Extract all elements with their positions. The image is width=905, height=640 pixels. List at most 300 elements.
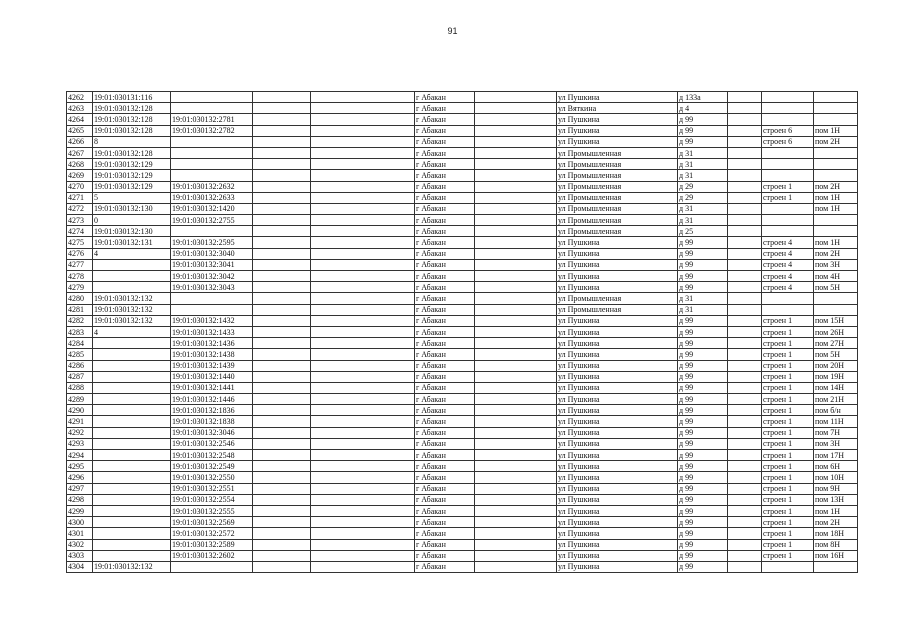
building-cell: строен 4 [762,237,814,248]
object-number-cell [171,226,253,237]
cadastral-number-cell [93,338,171,349]
city-cell: г Абакан [415,326,475,337]
building-cell: строен 1 [762,394,814,405]
cadastral-number-cell [93,394,171,405]
street-cell: ул Пушкина [557,114,678,125]
blank-cell-a [253,427,311,438]
object-number-cell: 19:01:030132:3040 [171,248,253,259]
city-cell: г Абакан [415,483,475,494]
premises-cell: пом 1Н [814,125,858,136]
street-cell: ул Пушкина [557,125,678,136]
blank-cell-d [728,147,762,158]
blank-cell-a [253,494,311,505]
street-cell: ул Пушкина [557,371,678,382]
blank-cell-c [475,181,557,192]
premises-cell: пом 1Н [814,237,858,248]
city-cell: г Абакан [415,215,475,226]
cadastral-number-cell [93,427,171,438]
street-cell: ул Пушкина [557,427,678,438]
object-number-cell: 19:01:030132:2589 [171,539,253,550]
row-number-cell: 4265 [67,125,93,136]
table-row [67,450,858,461]
premises-cell: пом 2Н [814,136,858,147]
premises-cell: пом 14Н [814,382,858,393]
table-row [67,461,858,472]
blank-cell-c [475,237,557,248]
blank-cell-d [728,326,762,337]
blank-cell-a [253,382,311,393]
city-cell: г Абакан [415,237,475,248]
building-cell: строен 1 [762,338,814,349]
city-cell: г Абакан [415,136,475,147]
cadastral-number-cell [93,382,171,393]
blank-cell-b [311,438,415,449]
city-cell: г Абакан [415,349,475,360]
object-number-cell: 19:01:030132:1446 [171,394,253,405]
cadastral-number-cell: 19:01:030132:128 [93,103,171,114]
row-number-cell: 4280 [67,293,93,304]
premises-cell: пом 18Н [814,528,858,539]
blank-cell-a [253,170,311,181]
row-number-cell: 4291 [67,416,93,427]
object-number-cell: 19:01:030132:1436 [171,338,253,349]
blank-cell-b [311,539,415,550]
house-cell: д 99 [678,438,728,449]
blank-cell-c [475,114,557,125]
city-cell: г Абакан [415,450,475,461]
cadastral-number-cell: 4 [93,248,171,259]
cadastral-number-cell [93,461,171,472]
table-row [67,215,858,226]
premises-cell: пом 27Н [814,338,858,349]
cadastral-number-cell [93,550,171,561]
premises-cell: пом 4Н [814,271,858,282]
blank-cell-c [475,192,557,203]
street-cell: ул Пушкина [557,438,678,449]
blank-cell-a [253,349,311,360]
premises-cell: пом 13Н [814,494,858,505]
object-number-cell: 19:01:030132:3046 [171,427,253,438]
street-cell: ул Промышленная [557,147,678,158]
object-number-cell [171,159,253,170]
cadastral-number-cell: 19:01:030132:130 [93,203,171,214]
house-cell: д 99 [678,248,728,259]
blank-cell-b [311,528,415,539]
house-cell: д 31 [678,203,728,214]
building-cell: строен 4 [762,282,814,293]
blank-cell-d [728,203,762,214]
object-number-cell: 19:01:030132:1420 [171,203,253,214]
row-number-cell: 4264 [67,114,93,125]
blank-cell-c [475,147,557,158]
cadastral-number-cell [93,528,171,539]
house-cell: д 31 [678,147,728,158]
blank-cell-c [475,349,557,360]
blank-cell-c [475,271,557,282]
blank-cell-b [311,483,415,494]
table-row [67,561,858,572]
building-cell: строен 1 [762,461,814,472]
house-cell: д 25 [678,226,728,237]
blank-cell-d [728,483,762,494]
city-cell: г Абакан [415,539,475,550]
blank-cell-d [728,371,762,382]
table-row [67,181,858,192]
city-cell: г Абакан [415,517,475,528]
row-number-cell: 4278 [67,271,93,282]
blank-cell-a [253,248,311,259]
street-cell: ул Промышленная [557,304,678,315]
premises-cell [814,159,858,170]
blank-cell-a [253,360,311,371]
cadastral-number-cell [93,259,171,270]
premises-cell: пом 15Н [814,315,858,326]
street-cell: ул Пушкина [557,550,678,561]
blank-cell-c [475,338,557,349]
blank-cell-b [311,405,415,416]
table-row [67,382,858,393]
city-cell: г Абакан [415,203,475,214]
premises-cell: пом 2Н [814,181,858,192]
row-number-cell: 4288 [67,382,93,393]
blank-cell-b [311,382,415,393]
table-row [67,271,858,282]
cadastral-number-cell [93,416,171,427]
street-cell: ул Пушкина [557,528,678,539]
premises-cell: пом 26Н [814,326,858,337]
blank-cell-a [253,461,311,472]
cadastral-number-cell: 19:01:030132:128 [93,114,171,125]
street-cell: ул Пушкина [557,271,678,282]
object-number-cell [171,304,253,315]
object-number-cell [171,147,253,158]
premises-cell: пом 10Н [814,472,858,483]
blank-cell-b [311,237,415,248]
blank-cell-b [311,92,415,103]
row-number-cell: 4294 [67,450,93,461]
premises-cell [814,170,858,181]
cadastral-number-cell: 4 [93,326,171,337]
house-cell: д 99 [678,271,728,282]
object-number-cell: 19:01:030132:2781 [171,114,253,125]
street-cell: ул Пушкина [557,382,678,393]
street-cell: ул Пушкина [557,472,678,483]
row-number-cell: 4267 [67,147,93,158]
blank-cell-a [253,159,311,170]
cadastral-number-cell [93,405,171,416]
table-row [67,371,858,382]
building-cell [762,203,814,214]
cadastral-number-cell: 19:01:030132:128 [93,147,171,158]
blank-cell-d [728,259,762,270]
blank-cell-b [311,125,415,136]
blank-cell-d [728,539,762,550]
object-number-cell: 19:01:030132:2572 [171,528,253,539]
street-cell: ул Пушкина [557,237,678,248]
object-number-cell: 19:01:030132:2633 [171,192,253,203]
object-number-cell: 19:01:030132:1440 [171,371,253,382]
blank-cell-a [253,181,311,192]
cadastral-number-cell: 19:01:030132:132 [93,304,171,315]
street-cell: ул Пушкина [557,360,678,371]
blank-cell-b [311,259,415,270]
table-row [67,248,858,259]
building-cell: строен 1 [762,483,814,494]
blank-cell-d [728,293,762,304]
house-cell: д 99 [678,326,728,337]
blank-cell-d [728,114,762,125]
building-cell: строен 1 [762,472,814,483]
street-cell: ул Промышленная [557,203,678,214]
premises-cell: пом 2Н [814,517,858,528]
blank-cell-a [253,371,311,382]
house-cell: д 99 [678,125,728,136]
house-cell: д 99 [678,517,728,528]
row-number-cell: 4285 [67,349,93,360]
blank-cell-d [728,461,762,472]
cadastral-number-cell [93,494,171,505]
blank-cell-a [253,528,311,539]
house-cell: д 99 [678,550,728,561]
row-number-cell: 4290 [67,405,93,416]
blank-cell-d [728,338,762,349]
cadastral-number-cell: 19:01:030132:129 [93,170,171,181]
table-row [67,416,858,427]
row-number-cell: 4297 [67,483,93,494]
street-cell: ул Промышленная [557,215,678,226]
row-number-cell: 4303 [67,550,93,561]
object-number-cell: 19:01:030132:3042 [171,271,253,282]
premises-cell: пом 20Н [814,360,858,371]
blank-cell-b [311,550,415,561]
object-number-cell: 19:01:030132:1439 [171,360,253,371]
blank-cell-c [475,539,557,550]
house-cell: д 99 [678,282,728,293]
blank-cell-b [311,282,415,293]
blank-cell-b [311,326,415,337]
table-row [67,125,858,136]
city-cell: г Абакан [415,293,475,304]
blank-cell-a [253,539,311,550]
blank-cell-a [253,483,311,494]
house-cell: д 29 [678,192,728,203]
blank-cell-d [728,181,762,192]
building-cell: строен 1 [762,539,814,550]
table-row [67,259,858,270]
house-cell: д 99 [678,394,728,405]
object-number-cell: 19:01:030132:2549 [171,461,253,472]
blank-cell-a [253,405,311,416]
blank-cell-c [475,282,557,293]
street-cell: ул Пушкина [557,505,678,516]
row-number-cell: 4302 [67,539,93,550]
cadastral-number-cell: 5 [93,192,171,203]
row-number-cell: 4298 [67,494,93,505]
table-row [67,550,858,561]
object-number-cell [171,92,253,103]
row-number-cell: 4287 [67,371,93,382]
city-cell: г Абакан [415,271,475,282]
blank-cell-d [728,271,762,282]
table-row [67,494,858,505]
house-cell: д 99 [678,494,728,505]
city-cell: г Абакан [415,170,475,181]
blank-cell-b [311,360,415,371]
object-number-cell: 19:01:030132:1441 [171,382,253,393]
blank-cell-a [253,125,311,136]
table-row [67,192,858,203]
building-cell: строен 1 [762,371,814,382]
premises-cell: пом 11Н [814,416,858,427]
street-cell: ул Пушкина [557,136,678,147]
table-row [67,394,858,405]
blank-cell-c [475,561,557,572]
blank-cell-c [475,382,557,393]
blank-cell-d [728,517,762,528]
table-row [67,92,858,103]
blank-cell-c [475,483,557,494]
premises-cell [814,103,858,114]
house-cell: д 99 [678,259,728,270]
blank-cell-d [728,349,762,360]
building-cell [762,226,814,237]
house-cell: д 31 [678,293,728,304]
row-number-cell: 4283 [67,326,93,337]
street-cell: ул Пушкина [557,92,678,103]
table-row [67,315,858,326]
table-row [67,326,858,337]
table-row [67,147,858,158]
city-cell: г Абакан [415,181,475,192]
blank-cell-b [311,371,415,382]
row-number-cell: 4289 [67,394,93,405]
cadastral-number-cell: 19:01:030132:129 [93,181,171,192]
building-cell: строен 1 [762,517,814,528]
blank-cell-b [311,293,415,304]
object-number-cell: 19:01:030132:2602 [171,550,253,561]
table-row [67,159,858,170]
blank-cell-a [253,505,311,516]
blank-cell-b [311,349,415,360]
cadastral-number-cell: 0 [93,215,171,226]
blank-cell-a [253,271,311,282]
blank-cell-c [475,450,557,461]
row-number-cell: 4299 [67,505,93,516]
city-cell: г Абакан [415,248,475,259]
row-number-cell: 4268 [67,159,93,170]
street-cell: ул Вяткина [557,103,678,114]
cadastral-number-cell: 19:01:030132:130 [93,226,171,237]
blank-cell-d [728,561,762,572]
premises-cell [814,215,858,226]
blank-cell-c [475,136,557,147]
city-cell: г Абакан [415,427,475,438]
building-cell: строен 1 [762,550,814,561]
building-cell [762,147,814,158]
row-number-cell: 4284 [67,338,93,349]
table-row [67,304,858,315]
table-row [67,349,858,360]
blank-cell-c [475,472,557,483]
city-cell: г Абакан [415,192,475,203]
blank-cell-d [728,405,762,416]
table-row [67,170,858,181]
blank-cell-c [475,215,557,226]
object-number-cell: 19:01:030132:2632 [171,181,253,192]
house-cell: д 99 [678,237,728,248]
cadastral-number-cell [93,483,171,494]
premises-cell [814,293,858,304]
blank-cell-b [311,159,415,170]
blank-cell-a [253,561,311,572]
city-cell: г Абакан [415,550,475,561]
city-cell: г Абакан [415,371,475,382]
blank-cell-a [253,226,311,237]
row-number-cell: 4276 [67,248,93,259]
street-cell: ул Пушкина [557,539,678,550]
blank-cell-b [311,170,415,181]
house-cell: д 99 [678,405,728,416]
table-row [67,282,858,293]
premises-cell: пом 16Н [814,550,858,561]
city-cell: г Абакан [415,282,475,293]
street-cell: ул Пушкина [557,561,678,572]
table-row [67,103,858,114]
object-number-cell: 19:01:030132:2555 [171,505,253,516]
cadastral-number-cell: 19:01:030132:132 [93,315,171,326]
premises-cell: пом 1Н [814,203,858,214]
building-cell: строен 1 [762,315,814,326]
blank-cell-d [728,248,762,259]
row-number-cell: 4273 [67,215,93,226]
building-cell: строен 6 [762,136,814,147]
city-cell: г Абакан [415,528,475,539]
house-cell: д 31 [678,304,728,315]
blank-cell-b [311,103,415,114]
house-cell: д 99 [678,416,728,427]
blank-cell-d [728,304,762,315]
table-row [67,483,858,494]
blank-cell-d [728,394,762,405]
blank-cell-d [728,528,762,539]
cadastral-number-cell: 19:01:030132:132 [93,293,171,304]
building-cell: строен 1 [762,528,814,539]
house-cell: д 99 [678,360,728,371]
premises-cell [814,147,858,158]
blank-cell-b [311,114,415,125]
city-cell: г Абакан [415,461,475,472]
street-cell: ул Пушкина [557,405,678,416]
object-number-cell [171,293,253,304]
house-cell: д 99 [678,114,728,125]
blank-cell-a [253,517,311,528]
building-cell: строен 6 [762,125,814,136]
cadastral-number-cell [93,472,171,483]
house-cell: д 99 [678,461,728,472]
city-cell: г Абакан [415,438,475,449]
street-cell: ул Пушкина [557,248,678,259]
blank-cell-c [475,505,557,516]
city-cell: г Абакан [415,226,475,237]
building-cell [762,293,814,304]
premises-cell [814,304,858,315]
premises-cell: пом 5Н [814,282,858,293]
blank-cell-c [475,405,557,416]
cadastral-number-cell [93,271,171,282]
blank-cell-b [311,427,415,438]
cadastral-number-cell [93,450,171,461]
city-cell: г Абакан [415,561,475,572]
